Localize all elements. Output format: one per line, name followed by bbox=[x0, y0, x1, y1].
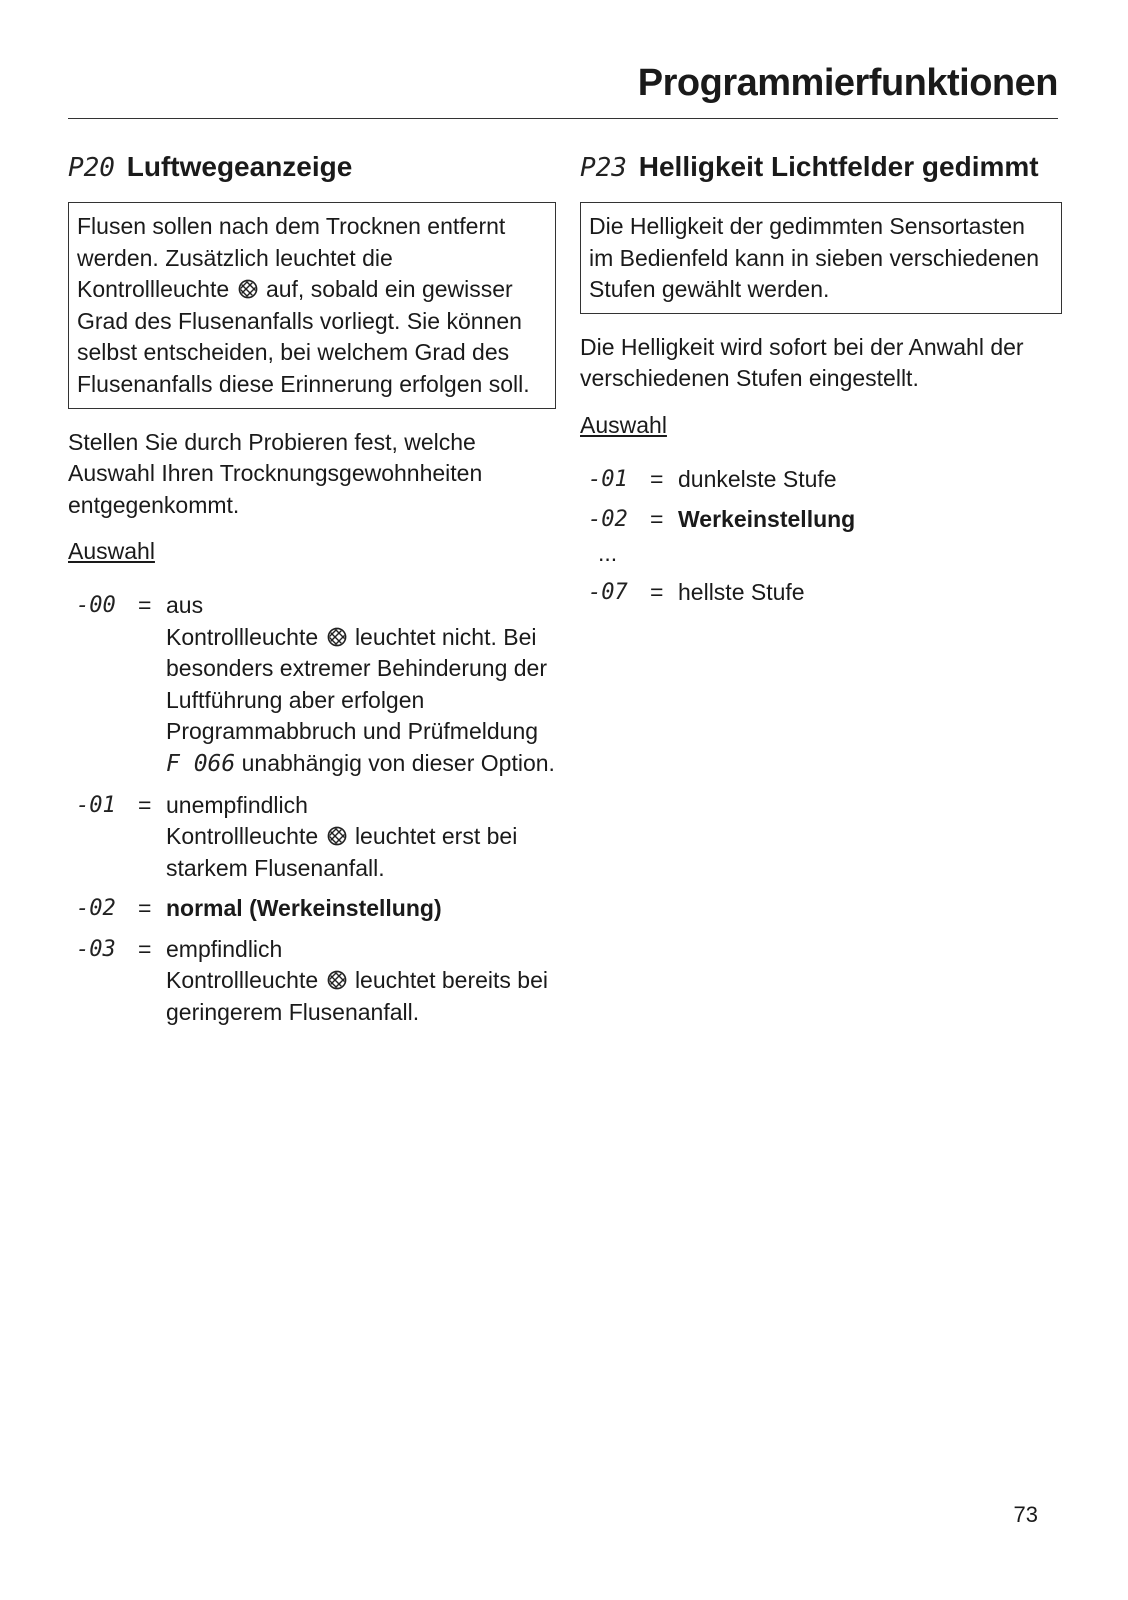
option-label: hellste Stufe bbox=[678, 578, 805, 605]
option-row bbox=[68, 790, 556, 885]
option-code: -07 bbox=[588, 579, 628, 605]
option-desc: Kontrollleuchte bbox=[166, 623, 319, 650]
lint-filter-indicator-icon bbox=[327, 826, 347, 846]
section-title-p23 bbox=[580, 148, 1062, 187]
page-number: 73 bbox=[1013, 1502, 1038, 1527]
option-text bbox=[166, 934, 556, 1029]
option-desc: Kontrollleuchte bbox=[166, 823, 319, 850]
option-text bbox=[166, 790, 556, 885]
option-desc: leuchtet bereits bei geringerem Flusenanfall. bbox=[166, 967, 549, 1026]
equals-sign: = bbox=[138, 895, 152, 922]
info-text: auf, sobald ein gewisser Grad des Flusenanfalls vorliegt. Sie können selbst entscheiden, bei welchem Grad des Flusenanfalls diese Erinnerung erfolgen soll. bbox=[77, 276, 530, 397]
body-paragraph: Stellen Sie durch Probieren fest, welche Auswahl Ihren Trocknungsgewohnheiten entgegenkommt. bbox=[68, 428, 483, 518]
option-text bbox=[166, 893, 556, 925]
option-label: unempfindlich bbox=[166, 791, 308, 818]
option-label-default: Werkeinstellung bbox=[678, 506, 856, 533]
option-text bbox=[166, 590, 556, 781]
option-desc: leuchtet nicht. Bei besonders extremer Behinderung der Luftführung aber erfolgen Programmabbruch und Prüfmeldung bbox=[166, 623, 548, 745]
equals-sign: = bbox=[650, 506, 664, 533]
info-box bbox=[68, 202, 556, 409]
info-text: Flusen sollen nach dem Trocknen entfernt werden. Zusätzlich leuchtet die Kontrollleuchte bbox=[77, 213, 506, 303]
option-desc: leuchtet erst bei starkem Flusenanfall. bbox=[166, 823, 518, 881]
option-row bbox=[580, 577, 1062, 609]
equals-sign: = bbox=[138, 591, 152, 618]
equals-sign: = bbox=[650, 578, 664, 605]
error-code: F 066 bbox=[166, 750, 236, 777]
selection-heading: Auswahl bbox=[68, 538, 155, 565]
option-code: -01 bbox=[588, 466, 628, 492]
program-code: P23 bbox=[580, 153, 627, 183]
section-heading: Luftwegeanzeige bbox=[126, 151, 353, 182]
option-code: -01 bbox=[76, 792, 116, 818]
section-p23 bbox=[580, 148, 1062, 617]
equals-sign: = bbox=[138, 791, 152, 818]
info-box: Die Helligkeit der gedimmten Sensortasten im Bedienfeld kann in sieben verschiedenen Stufen gewählt werden. bbox=[580, 202, 1062, 314]
lint-filter-indicator-icon bbox=[327, 970, 347, 990]
option-label-default: normal (Werkeinstellung) bbox=[166, 895, 442, 922]
section-heading: Helligkeit Lichtfelder gedimmt bbox=[638, 151, 1039, 182]
option-label: dunkelste Stufe bbox=[678, 465, 837, 492]
option-code: -02 bbox=[76, 896, 116, 922]
option-row bbox=[580, 504, 1062, 536]
option-label: empfindlich bbox=[166, 935, 283, 962]
option-row bbox=[68, 590, 556, 781]
option-row bbox=[580, 464, 1062, 496]
selection-heading: Auswahl bbox=[580, 411, 667, 438]
option-row bbox=[68, 893, 556, 925]
section-p20 bbox=[68, 148, 556, 1038]
option-code: -02 bbox=[588, 507, 628, 533]
section-title-p20 bbox=[68, 148, 556, 187]
lint-filter-indicator-icon bbox=[238, 279, 258, 299]
page-title: Programmierfunktionen bbox=[637, 62, 1058, 104]
option-label: aus bbox=[166, 591, 204, 618]
option-code: -00 bbox=[76, 592, 116, 618]
option-row bbox=[68, 934, 556, 1029]
option-desc: Kontrollleuchte bbox=[166, 967, 319, 994]
program-code: P20 bbox=[68, 153, 115, 183]
equals-sign: = bbox=[138, 935, 152, 962]
body-paragraph: Die Helligkeit wird sofort bei der Anwahl der verschiedenen Stufen eingestellt. bbox=[580, 333, 1024, 392]
equals-sign: = bbox=[650, 465, 664, 492]
lint-filter-indicator-icon bbox=[327, 627, 347, 647]
option-desc: unabhängig von dieser Option. bbox=[241, 749, 555, 776]
ellipsis: ... bbox=[598, 539, 618, 566]
option-code: -03 bbox=[76, 936, 116, 962]
page-header bbox=[68, 62, 1058, 119]
